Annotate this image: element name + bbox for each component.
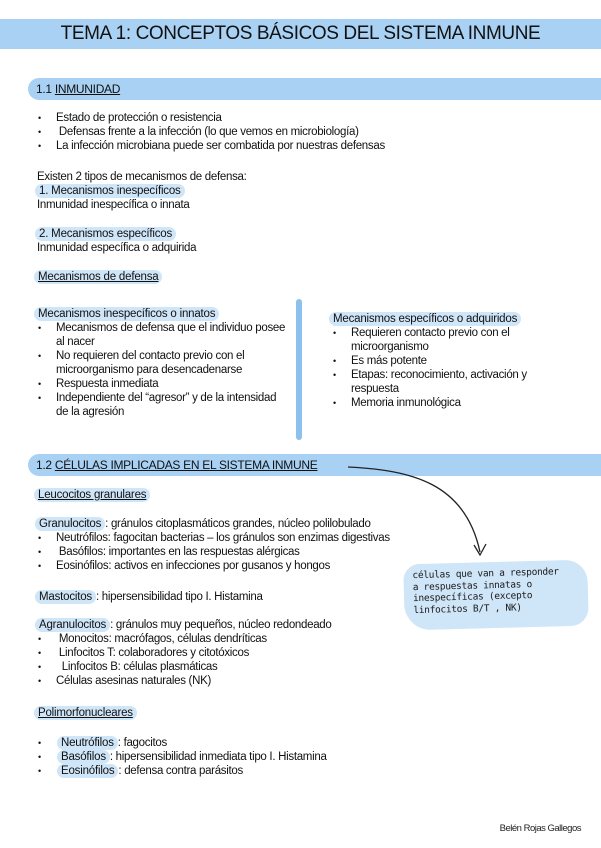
agranulocitos-list (36, 632, 396, 688)
note-line: células que van a responder (412, 566, 559, 582)
mastocitos-desc: : hipersensibilidad tipo I. Histamina (95, 591, 263, 603)
defense-type-2-desc: Inmunidad específica o adquirida (37, 242, 197, 254)
list-item: • Eosinófilos: activos en infecciones por gusanos y hongos (36, 559, 456, 573)
defense-types-intro: Existen 2 tipos de mecanismos de defensa: (37, 171, 247, 183)
list-item: • Respuesta inmediata (36, 377, 286, 391)
agranulocitos-line (37, 618, 332, 632)
list-item: • Linfocitos B: células plasmáticas (36, 660, 396, 674)
innate-mechanisms-title: Mecanismos inespecíficos o innatos (34, 307, 219, 321)
poli-item-label: Basófilos (57, 750, 110, 764)
section-number: 1.1 (36, 82, 55, 96)
handwritten-note (403, 560, 589, 631)
list-item: • No requieren del contacto previo con el microorganismo para desencadenarse (36, 349, 286, 377)
poli-item-label: Eosinófilos (57, 764, 118, 778)
mastocitos-line (37, 590, 263, 604)
section-number: 1.2 (36, 458, 55, 472)
list-item: • Basófilos: importantes en las respuestas alérgicas (36, 545, 456, 559)
section-name: CÉLULAS IMPLICADAS EN EL SISTEMA INMUNE (54, 458, 318, 472)
agranulocitos-desc: : gránulos muy pequeños, núcleo redondeado (110, 619, 332, 631)
note-line: a respuestas innatas o (412, 578, 533, 593)
agranulocitos-label: Agranulocitos (35, 618, 110, 632)
polimorfonucleares-list (36, 736, 456, 778)
section-name: INMUNIDAD (54, 82, 121, 96)
granulocitos-list (36, 531, 456, 573)
section-heading-inmunidad (28, 78, 601, 100)
granulocitos-line (37, 517, 371, 531)
mechanisms-heading: Mecanismos de defensa (34, 270, 162, 284)
note-line: inespecíficas (excepto (412, 590, 533, 605)
defense-type-2-title: 2. Mecanismos específicos (35, 227, 176, 241)
section-heading-celulas (28, 454, 601, 476)
poli-item-desc: : fagocitos (117, 737, 167, 749)
acquired-mechanisms-title: Mecanismos específicos o adquiridos (329, 312, 521, 326)
granulocitos-desc: : gránulos citoplasmáticos grandes, núcleo polilobulado (105, 518, 371, 530)
poli-item-desc: : defensa contra parásitos (118, 765, 243, 777)
list-item: • Células asesinas naturales (NK) (36, 674, 396, 688)
list-item: • Independiente del “agresor” y de la intensidad de la agresión (36, 391, 286, 419)
acquired-mechanisms-list (331, 326, 576, 410)
list-item (36, 750, 456, 764)
list-item: • Memoria inmunológica (331, 396, 576, 410)
column-divider (296, 299, 302, 440)
author-signature: Belén Rojas Gallegos (499, 823, 581, 834)
list-item: • Linfocitos T: colaboradores y citotóxicos (36, 646, 396, 660)
innate-mechanisms-list (36, 321, 286, 419)
list-item: • Monocitos: macrófagos, células dendríticas (36, 632, 396, 646)
mastocitos-label: Mastocitos (35, 590, 96, 604)
poli-item-label: Neutrófilos (57, 736, 118, 750)
list-item: • Etapas: reconocimiento, activación y respuesta (331, 368, 576, 396)
leucocitos-heading: Leucocitos granulares (34, 488, 150, 502)
list-item: • Requieren contacto previo con el microorganismo (331, 326, 576, 354)
list-item: • Es más potente (331, 354, 576, 368)
inmunidad-bullet-list (36, 111, 556, 153)
list-item (36, 764, 456, 778)
defense-type-1-title: 1. Mecanismos inespecíficos (35, 184, 185, 198)
note-line: linfocitos B/T , NK) (413, 601, 522, 616)
defense-type-1-desc: Inmunidad inespecífica o innata (37, 199, 190, 211)
list-item: • Neutrófilos: fagocitan bacterias – los gránulos son enzimas digestivas (36, 531, 456, 545)
polimorfonucleares-heading: Polimorfonucleares (34, 706, 137, 720)
page-title-text: TEMA 1: CONCEPTOS BÁSICOS DEL SISTEMA INMUNE (60, 23, 541, 44)
list-item: • Estado de protección o resistencia (36, 111, 556, 125)
poli-item-desc: : hipersensibilidad inmediata tipo I. Histamina (109, 751, 327, 763)
list-item: • La infección microbiana puede ser combatida por nuestras defensas (36, 139, 556, 153)
list-item (36, 736, 456, 750)
page-title (0, 19, 601, 49)
list-item: • Defensas frente a la infección (lo que vemos en microbiología) (36, 125, 556, 139)
list-item: • Mecanismos de defensa que el individuo posee al nacer (36, 321, 286, 349)
granulocitos-label: Granulocitos (35, 517, 105, 531)
